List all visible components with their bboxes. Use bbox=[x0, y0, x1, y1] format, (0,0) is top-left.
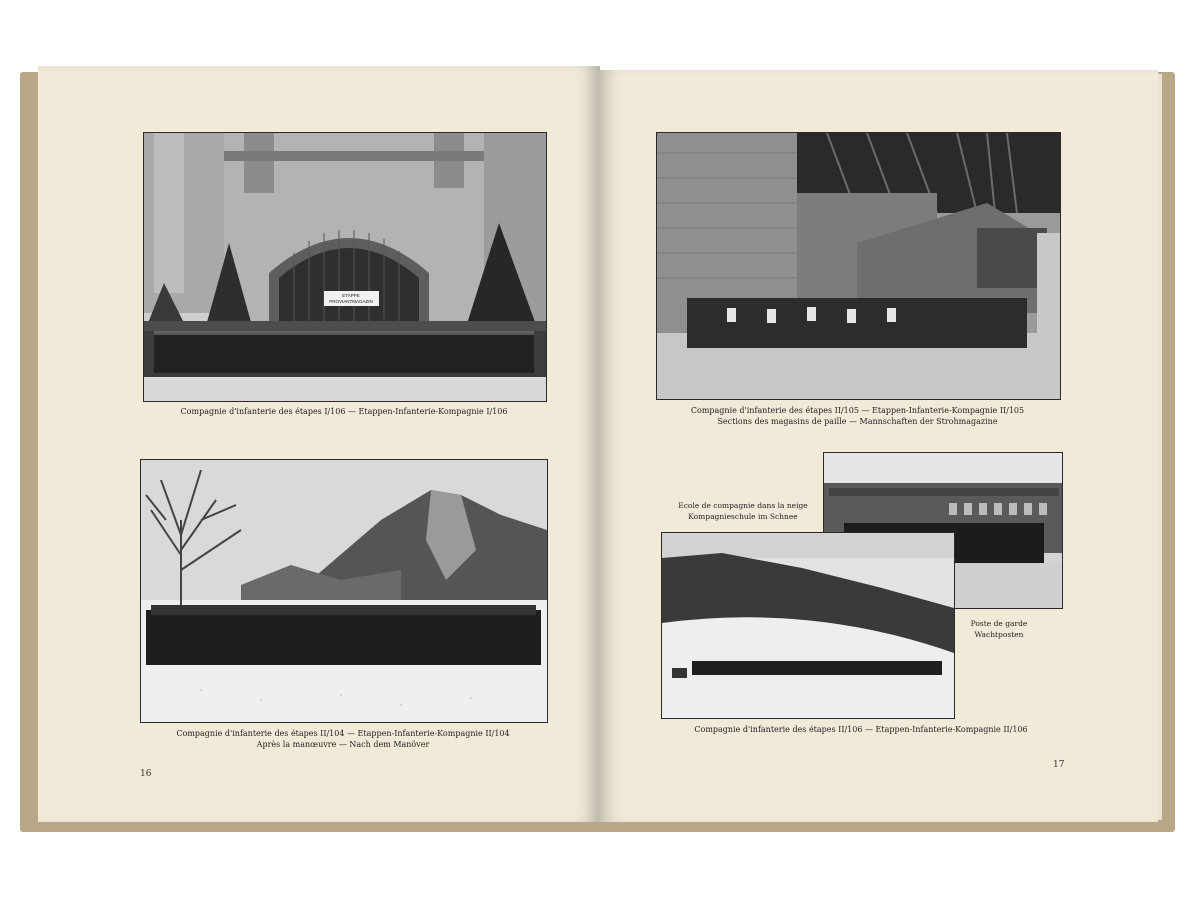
guard-photo-label bbox=[953, 618, 1045, 640]
label-line: Kompagnieschule im Schnee bbox=[688, 512, 798, 521]
page-number: 17 bbox=[1053, 760, 1065, 770]
right-page bbox=[598, 70, 1158, 822]
photo-snow-drill bbox=[661, 532, 955, 719]
label-line: Wachtposten bbox=[974, 630, 1024, 639]
left-page bbox=[38, 66, 600, 822]
caption-line: Compagnie d'infanterie des étapes II/105 — Etappen-Infanterie-Kompagnie II/105 bbox=[690, 406, 1025, 415]
label-line: Poste de garde bbox=[970, 619, 1028, 628]
photo-fortress-gate bbox=[143, 132, 547, 402]
photo-caption: Compagnie d'infanterie des étapes II/106 — Etappen-Infanterie-Kompagnie II/106 bbox=[694, 725, 1028, 734]
caption-line: Compagnie d'infanterie des étapes II/104 — Etappen-Infanterie-Kompagnie II/104 bbox=[176, 729, 510, 738]
page-number: 16 bbox=[140, 769, 152, 779]
photo-caption: Compagnie d'infanterie des étapes I/106 — Etappen-Infanterie-Kompagnie I/106 bbox=[180, 407, 508, 416]
sign-text-1: ETAPPE bbox=[342, 293, 360, 298]
snow-photo-label bbox=[668, 500, 818, 522]
photo-caption bbox=[656, 405, 1059, 427]
photo-straw-magazine bbox=[656, 132, 1061, 400]
caption-line: Après la manœuvre — Nach dem Manöver bbox=[256, 740, 430, 749]
photo-caption bbox=[140, 728, 546, 750]
sign-text-2: PROVIANTMAGAZIN bbox=[329, 299, 373, 304]
photo-snow-mountain bbox=[140, 459, 548, 723]
label-line: Ecole de compagnie dans la neige bbox=[678, 501, 808, 510]
caption-line: Sections des magasins de paille — Mannschaften der Strohmagazine bbox=[717, 417, 998, 426]
